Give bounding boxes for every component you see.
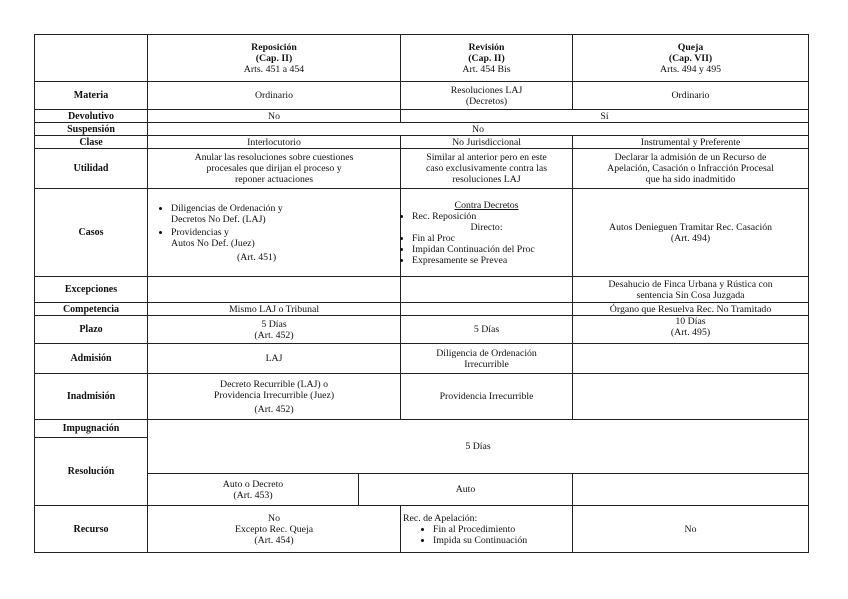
resolucion-revision: Auto — [359, 474, 573, 506]
excepciones-queja — [573, 277, 809, 303]
casos-revision-title: Contra Decretos — [454, 199, 519, 211]
casos-revision — [401, 189, 573, 277]
devolutivo-rest: Sí — [401, 110, 809, 123]
utilidad-reposicion-line: procesales que dirijan el proceso y — [206, 163, 342, 174]
casos-revision-list-2 — [403, 233, 570, 266]
row-label: Recurso — [35, 506, 148, 553]
materia-revision-line1: Resoluciones LAJ — [450, 84, 523, 96]
row-clase — [35, 136, 809, 149]
list-item-line: Decretos No Def. (LAJ) — [171, 213, 266, 225]
inadmision-reposicion — [148, 374, 401, 420]
row-resolucion-bottom — [35, 474, 809, 506]
row-suspension — [35, 123, 809, 136]
plazo-revision: 5 Días — [401, 316, 573, 344]
list-item — [171, 227, 398, 249]
materia-queja: Ordinario — [573, 82, 809, 110]
casos-reposicion-list — [162, 203, 398, 249]
admision-reposicion: LAJ — [148, 344, 401, 374]
excepciones-revision — [401, 277, 573, 303]
recurso-revision-title: Rec. de Apelación: — [403, 512, 478, 524]
admision-revision — [401, 344, 573, 374]
plazo-reposicion-line: (Art. 452) — [254, 329, 294, 341]
recurso-reposicion-line: No — [268, 512, 280, 524]
excepciones-reposicion — [148, 277, 401, 303]
row-label: Resolución — [35, 438, 148, 506]
row-label: Competencia — [35, 303, 148, 316]
row-admision — [35, 344, 809, 374]
recurso-reposicion — [148, 506, 401, 553]
header-queja-cap: (Cap. VII) — [668, 52, 713, 64]
materia-revision-line2: (Decretos) — [465, 95, 508, 107]
inadmision-revision: Providencia Irrecurrible — [401, 374, 573, 420]
appeals-comparison-table — [34, 34, 809, 553]
recurso-revision — [401, 506, 573, 553]
admision-queja — [573, 344, 809, 374]
suspension-all: No — [148, 123, 809, 136]
inadmision-queja — [573, 374, 809, 420]
resolucion-reposicion-line: Auto o Decreto — [222, 478, 284, 490]
row-plazo — [35, 316, 809, 344]
competencia-reposicion: Mismo LAJ o Tribunal — [148, 303, 401, 316]
row-label: Utilidad — [35, 149, 148, 189]
utilidad-revision-line: Similar al anterior pero en este — [426, 152, 547, 163]
row-label: Devolutivo — [35, 110, 148, 123]
plazo-reposicion-line: 5 Días — [261, 318, 287, 330]
clase-reposicion: Interlocutorio — [148, 136, 401, 149]
clase-revision: No Jurisdiccional — [401, 136, 573, 149]
casos-revision-directo: Directo: — [470, 221, 503, 233]
list-item: • Fin al Proc — [412, 233, 570, 244]
materia-revision — [401, 82, 573, 110]
row-inadmision — [35, 374, 809, 420]
row-recurso — [35, 506, 809, 553]
row-competencia — [35, 303, 809, 316]
row-label: Materia — [35, 82, 148, 110]
row-label: Suspensión — [35, 123, 148, 136]
plazo-reposicion — [148, 316, 401, 344]
row-casos — [35, 189, 809, 277]
inadmision-reposicion-line: (Art. 452) — [254, 403, 294, 415]
utilidad-revision — [401, 149, 573, 189]
utilidad-revision-line: resoluciones LAJ — [452, 174, 521, 185]
resolucion-queja — [573, 474, 809, 506]
list-item: • Rec. Reposición — [412, 211, 570, 222]
list-item: • Fin al Procedimiento — [433, 524, 570, 535]
list-item: • Expresamente se Prevea — [412, 255, 570, 266]
excepciones-queja-line: sentencia Sin Cosa Juzgada — [636, 289, 745, 301]
header-reposicion-name: Reposición — [251, 41, 297, 53]
casos-queja — [573, 189, 809, 277]
excepciones-queja-line: Desahucio de Finca Urbana y Rústica con — [608, 278, 773, 290]
header-revision — [401, 35, 573, 82]
recurso-queja: No — [573, 506, 809, 553]
list-item-line: • Providencias y — [171, 226, 229, 238]
admision-revision-line: Diligencia de Ordenación — [436, 347, 537, 359]
header-revision-arts: Art. 454 Bis — [462, 63, 511, 75]
casos-reposicion — [148, 189, 401, 277]
admision-revision-line: Irrecurrible — [464, 358, 509, 370]
utilidad-queja-line: que ha sido inadmitido — [645, 174, 736, 185]
competencia-revision — [401, 303, 573, 316]
header-queja — [573, 35, 809, 82]
row-label: Impugnación — [35, 420, 148, 438]
casos-reposicion-art: (Art. 451) — [237, 251, 277, 263]
casos-queja-line: Autos Denieguen Tramitar Rec. Casación — [609, 221, 772, 233]
row-label: Clase — [35, 136, 148, 149]
clase-queja: Instrumental y Preferente — [573, 136, 809, 149]
inadmision-reposicion-line: Decreto Recurrible (LAJ) o — [220, 378, 328, 390]
row-devolutivo — [35, 110, 809, 123]
list-item — [171, 203, 398, 225]
utilidad-revision-line: caso exclusivamente contra las — [425, 163, 548, 174]
row-label: Plazo — [35, 316, 148, 344]
list-item-line: Autos No Def. (Juez) — [171, 237, 255, 249]
recurso-reposicion-line: (Art. 454) — [254, 534, 294, 546]
header-queja-arts: Arts. 494 y 495 — [660, 63, 721, 75]
recurso-revision-list — [403, 524, 570, 546]
utilidad-reposicion-line: Anular las resoluciones sobre cuestiones — [194, 152, 354, 163]
resolucion-reposicion-line: (Art. 453) — [233, 489, 273, 501]
row-label: Excepciones — [35, 277, 148, 303]
header-empty-cell — [35, 35, 148, 82]
header-reposicion — [148, 35, 401, 82]
row-label: Casos — [35, 189, 148, 277]
row-materia — [35, 82, 809, 110]
row-label: Inadmisión — [35, 374, 148, 420]
utilidad-queja — [573, 149, 809, 189]
header-reposicion-cap: (Cap. II) — [255, 52, 293, 64]
header-revision-cap: (Cap. II) — [468, 52, 505, 64]
row-utilidad — [35, 149, 809, 189]
inadmision-reposicion-line: Providencia Irrecurrible (Juez) — [213, 389, 335, 401]
devolutivo-reposicion: No — [148, 110, 401, 123]
casos-revision-list-1 — [403, 211, 570, 222]
materia-reposicion: Ordinario — [148, 82, 401, 110]
row-excepciones — [35, 277, 809, 303]
header-row — [35, 35, 809, 82]
row-label: Admisión — [35, 344, 148, 374]
header-reposicion-arts: Arts. 451 a 454 — [243, 63, 305, 75]
resolucion-reposicion — [148, 474, 359, 506]
list-item: • Impida su Continuación — [433, 535, 570, 546]
resolucion-plazo: 5 Días — [148, 420, 809, 474]
utilidad-queja-line: Declarar la admisión de un Recurso de — [614, 152, 767, 163]
header-revision-name: Revisión — [468, 41, 505, 53]
header-queja-name: Queja — [677, 41, 704, 53]
recurso-reposicion-line: Excepto Rec. Queja — [234, 523, 314, 535]
plazo-queja-line: 10 Días — [675, 316, 706, 327]
competencia-queja: Órgano que Resuelva Rec. No Tramitado — [573, 303, 809, 316]
casos-queja-line: (Art. 494) — [670, 232, 711, 244]
list-item-line: • Diligencias de Ordenación y — [171, 202, 283, 214]
utilidad-queja-line: Apelación, Casación o Infracción Procesal — [607, 163, 774, 174]
plazo-queja — [573, 316, 809, 344]
row-impugnacion — [35, 420, 809, 438]
utilidad-reposicion — [148, 149, 401, 189]
list-item: • Impidan Continuación del Proc — [412, 244, 570, 255]
plazo-queja-line: (Art. 495) — [670, 327, 711, 338]
utilidad-reposicion-line: reponer actuaciones — [234, 174, 314, 185]
appeals-comparison-table-wrapper — [34, 34, 808, 553]
